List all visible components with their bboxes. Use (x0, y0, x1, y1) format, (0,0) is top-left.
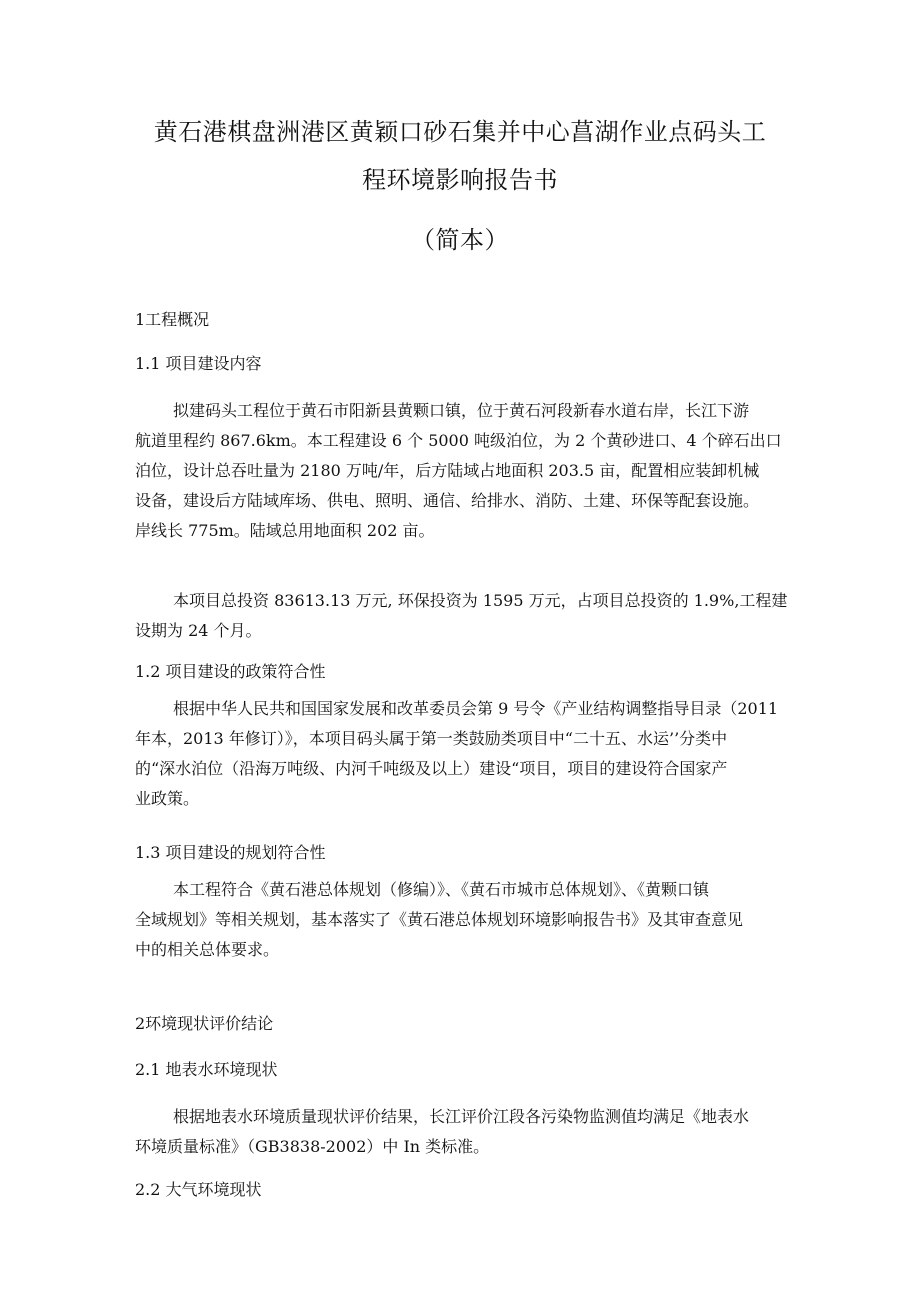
text-line: 的“深水泊位（沿海万吨级、内河千吨级及以上）建设“项目，项目的建设符合国家产 (135, 759, 728, 778)
text-line: 拟建码头工程位于黄石市阳新县黄颗口镇，位于黄石河段新春水道右岸，长江下游 (173, 401, 750, 420)
section-1-1-paragraph-1 (135, 396, 795, 546)
text-line: 航道里程约 867.6km。本工程建设 6 个 5000 吨级泊位，为 2 个黄砂进口、4 个碎石出口 (135, 431, 782, 450)
text-line: 中的相关总体要求。 (135, 940, 280, 959)
text-line: 岸线长 775m。陆域总用地面积 202 亩。 (135, 521, 435, 540)
section-1-heading: 1工程概况 (135, 310, 210, 329)
section-2-1-paragraph-1 (135, 1102, 795, 1162)
text-line: 根据地表水环境质量现状评价结果，长江评价江段各污染物监测值均满足《地表水 (173, 1107, 750, 1126)
section-1-1-paragraph-2 (135, 586, 795, 646)
text-line: 全域规划》等相关规划，基本落实了《黄石港总体规划环境影响报告书》及其审查意见 (135, 910, 744, 929)
section-1-1-heading: 1.1 项目建设内容 (135, 354, 262, 373)
section-2-2-heading: 2.2 大气环境现状 (135, 1180, 262, 1199)
document-title-line-1: 黄石港棋盘洲港区黄颖口砂石集并中心菖湖作业点码头工 (153, 118, 767, 146)
text-line: 业政策。 (135, 789, 200, 808)
document-subtitle: （简本） (411, 226, 509, 254)
text-line: 设备，建设后方陆域库场、供电、照明、通信、给排水、消防、土建、环保等配套设施。 (135, 491, 760, 510)
text-line: 根据中华人民共和国国家发展和改革委员会第 9 号令《产业结构调整指导目录（2011 (173, 699, 779, 718)
section-1-2-heading: 1.2 项目建设的政策符合性 (135, 662, 326, 681)
text-line: 环境质量标准》（GB3838-2002）中 In 类标准。 (135, 1137, 490, 1156)
section-1-2-paragraph-1 (135, 694, 795, 814)
section-2-heading: 2环境现状评价结论 (135, 1014, 274, 1033)
text-line: 设期为 24 个月。 (135, 621, 262, 640)
document-title-line-2: 程环境影响报告书 (362, 166, 558, 194)
text-line: 本工程符合《黄石港总体规划（修编）》、《黄石市城市总体规划》、《黄颗口镇 (173, 880, 710, 899)
text-line: 泊位，设计总吞吐量为 2180 万吨/年，后方陆域占地面积 203.5 亩，配置相应装卸机械 (135, 461, 760, 480)
section-1-3-paragraph-1 (135, 875, 795, 965)
section-2-1-heading: 2.1 地表水环境现状 (135, 1060, 278, 1079)
text-line: 年本，2013 年修订）》，本项目码头属于第一类鼓励类项目中“二十五、水运’’分类中 (135, 729, 728, 748)
section-1-3-heading: 1.3 项目建设的规划符合性 (135, 843, 326, 862)
text-line: 本项目总投资 83613.13 万元, 环保投资为 1595 万元，占项目总投资的 1.9%,工程建 (173, 591, 788, 610)
